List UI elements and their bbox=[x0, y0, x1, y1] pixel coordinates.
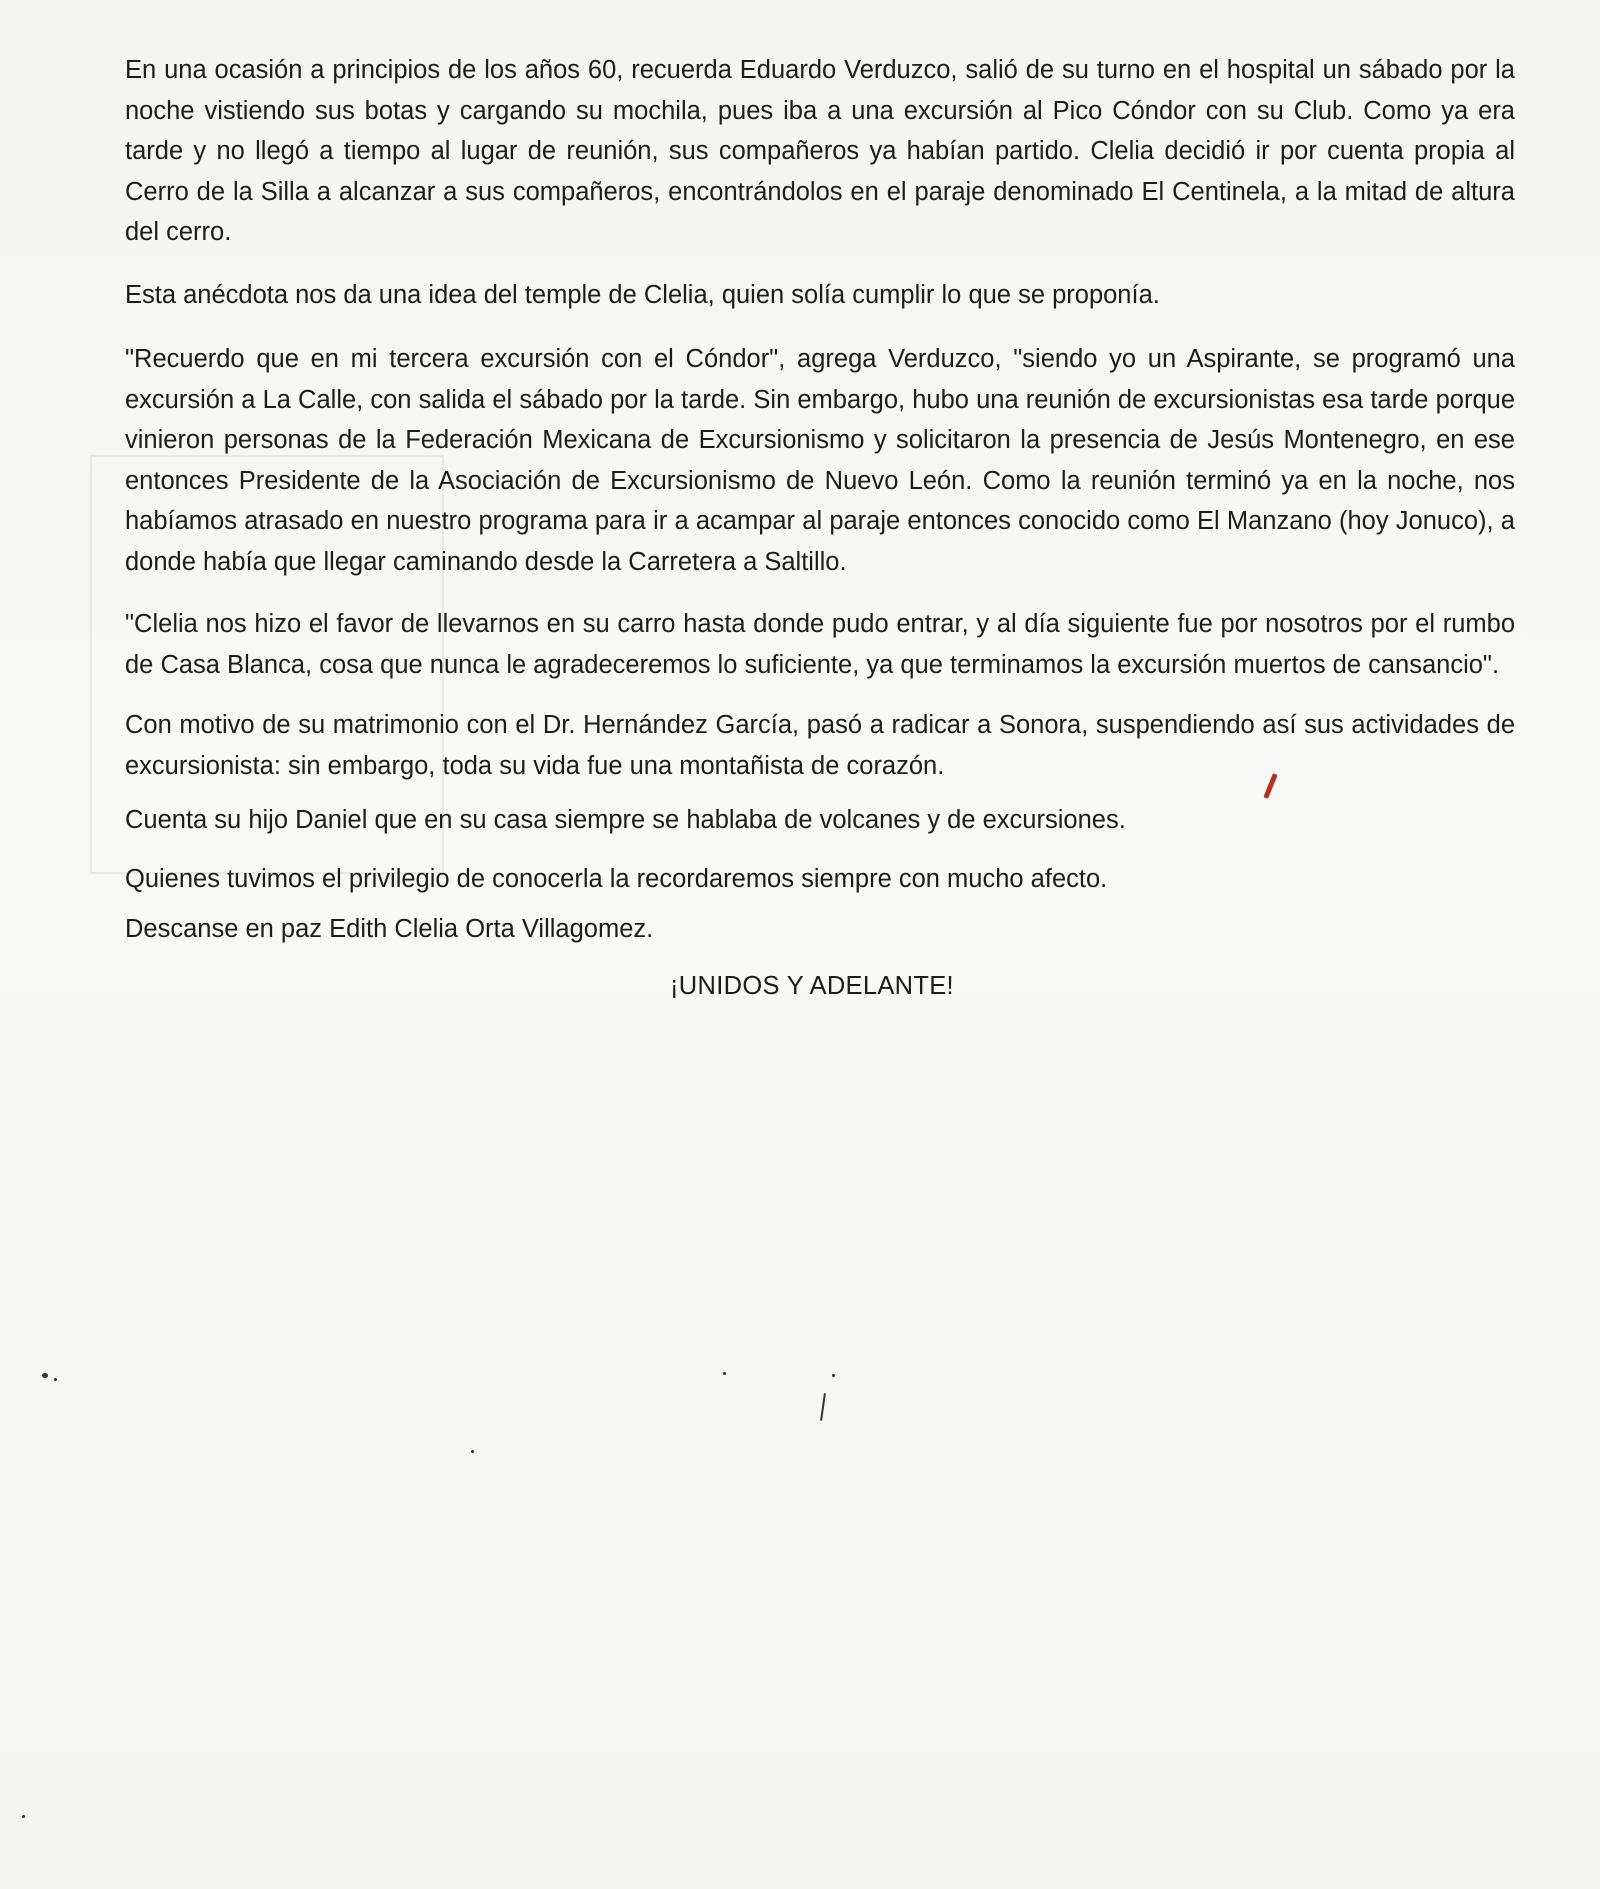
speck bbox=[723, 1372, 726, 1375]
speck bbox=[22, 1815, 25, 1818]
pen-stroke bbox=[820, 1393, 826, 1421]
paragraph-car-ride: "Clelia nos hizo el favor de llevarnos en su carro hasta donde pudo entrar, y al día siguiente fue por nosotros por el rumbo de Casa Blanca, cosa que nunca le agradeceremos lo suficiente, ya que terminamos la excursión muertos de cansancio". bbox=[125, 610, 1515, 679]
paragraph-marriage: Con motivo de su matrimonio con el Dr. Hernández García, pasó a radicar a Sonora, suspendiendo así sus actividades de excursionista: sin embargo, toda su vida fue una montañista de corazón. bbox=[125, 711, 1515, 780]
paragraph-verduzco-quote: "Recuerdo que en mi tercera excursión con el Cóndor", agrega Verduzco, "siendo yo un Aspirante, se programó una excursión a La Calle, con salida el sábado por la tarde. Sin embargo, hubo una reunión de excursionistas esa tarde porque vinieron personas de la Federación Mexicana de Excursionismo y solicitaron la presencia de Jesús Montenegro, en ese entonces Presidente de la Asociación de Excursionismo de Nuevo León. Como la reunión terminó ya en la noche, nos habíamos atrasado en nuestro programa para ir a acampar al paraje entonces conocido como El Manzano (hoy Jonuco), a donde había que llegar caminando desde la Carretera a Saltillo. bbox=[125, 345, 1515, 576]
paragraph-rest-in-peace: Descanse en paz Edith Clelia Orta Villagomez. bbox=[125, 915, 654, 943]
speck bbox=[832, 1374, 835, 1377]
speck bbox=[54, 1378, 57, 1381]
paragraph-temple: Esta anécdota nos da una idea del temple de Clelia, quien solía cumplir lo que se proponía. bbox=[125, 280, 1160, 309]
speck bbox=[42, 1373, 48, 1378]
paragraph-anecdote: En una ocasión a principios de los años 60, recuerda Eduardo Verduzco, salió de su turno en el hospital un sábado por la noche vistiendo sus botas y cargando su mochila, pues iba a una excursión al Pico Cóndor con su Club. Como ya era tarde y no llegó a tiempo al lugar de reunión, sus compañeros ya habían partido. Clelia decidió ir por cuenta propia al Cerro de la Silla a alcanzar a sus compañeros, encontrándolos en el paraje denominado El Centinela, a la mitad de altura del cerro. bbox=[125, 56, 1515, 246]
speck bbox=[471, 1450, 474, 1453]
paragraph-privilege: Quienes tuvimos el privilegio de conocerla la recordaremos siempre con mucho afecto. bbox=[125, 864, 1108, 893]
closing-motto: ¡UNIDOS Y ADELANTE! bbox=[670, 971, 954, 1000]
paragraph-son-daniel: Cuenta su hijo Daniel que en su casa siempre se hablaba de volcanes y de excursiones. bbox=[125, 806, 1126, 834]
article-body bbox=[125, 50, 1515, 1006]
